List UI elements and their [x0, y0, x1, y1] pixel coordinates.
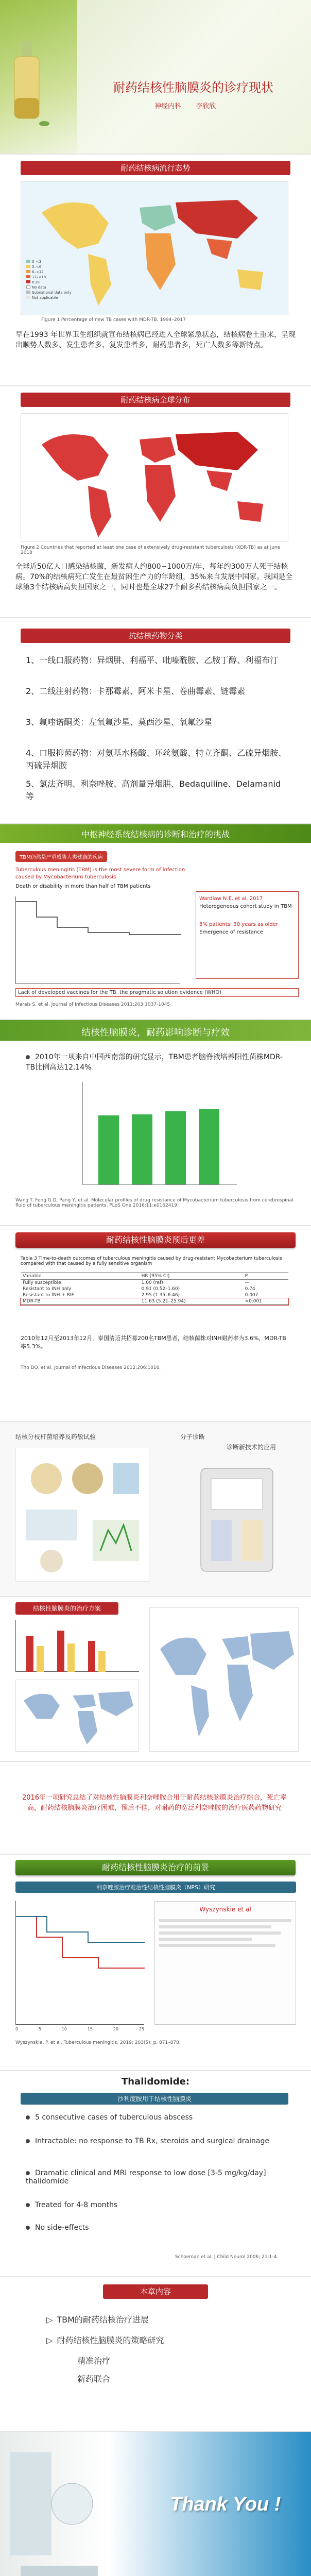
table-row [21, 1280, 288, 1286]
author-label: 李欣欣 [196, 103, 216, 110]
slide-paragraph: 2016年一项研究总结了对结核性脑膜炎利奈唑胺合用于耐药结核脑膜炎治疗综合，死亡率高，耐药结核脑膜炎治疗困难，预后不佳，对耐药的宽泛利奈唑胺的治疗医药药物研究 [22, 1794, 287, 1812]
table-cell: Resistant to INH + RIF [23, 1293, 74, 1298]
bullet-dot [26, 2171, 30, 2175]
axis-tick: 20 [113, 2027, 118, 2031]
figure-caption: Figure 1 Percentage of new TB cases with MDR-TB, 1994–2017 [41, 317, 186, 323]
citation: Wyszynskie, P. et al. Tuberculous meningitis, 2019; 203(5): p. 871–878. [15, 2040, 181, 2045]
axis-tick: 15 [87, 2027, 93, 2031]
bullet-dot [26, 2226, 30, 2230]
slide-header-title: 结核性脑膜炎，耐药影响诊断与疗效 [81, 1027, 230, 1038]
section-banner: 耐药结核病流行态势 [21, 161, 290, 175]
drug-class-item: 3、氟喹诺酮类：左氧氟沙星、莫西沙星、氧氟沙星 [26, 717, 213, 727]
table-title: Table 3 Time-to-death outcomes of tuberculous meningitis caused by drug-resistant Mycobacterium tuberculosis compared with that caused by a fully sensitive organism [21, 1256, 282, 1266]
slide-xdr-distribution [0, 386, 311, 618]
slide-paragraph: 全球近50亿人口感染结核菌，新发病人约800~1000万/年，每年约300万人死于结核病。70%的结核病死亡发生在最贫困生产力的年龄组，35%来自发展中国家。我国是全球第3个结核病高负担国家之一，同时也是全球27个耐多药结核病高负担国家之一。 [15, 563, 293, 591]
thalidomide-item [26, 2113, 288, 2122]
legend-item: ≥18 [32, 280, 40, 284]
slide-prognosis [0, 1226, 311, 1422]
legend-item: No data [32, 285, 46, 290]
highlight-pill: TBM仍然是严重威胁人类健康的疾病 [15, 851, 107, 862]
challenge-line: Tuberculous meningitis (TBM) is the most severe form of infection caused by Mycobacterium tuberculosis [15, 867, 185, 880]
summary-sub-item: 精准治疗 [77, 2356, 111, 2366]
slide-header-title: 中枢神经系统结核病的诊断和治疗的挑战 [81, 829, 230, 839]
legend-item: 6–<12 [32, 270, 44, 274]
table-row-highlight [21, 1298, 288, 1305]
summary-sub-item: 新药联合 [77, 2374, 111, 2384]
title-meta [154, 100, 216, 110]
table-cell: 0.91 (0.52–1.60) [141, 1286, 180, 1292]
slide-paragraph: 早在1993 年世界卫生组织就宣布结核病已经进入全球紧急状态，结核病卷土重来，呈现出顺势人数多、发生患者多、复发患者多，耐药患者多，死亡人数多等新特点。 [15, 331, 296, 349]
drug-class-item: 2、二线注射药物：卡那霉素、阿米卡星、卷曲霉素、链霉素 [26, 686, 246, 696]
summary-item: ▷ TBM的耐药结核治疗进展 [46, 2315, 149, 2325]
bullet-text: 2010年一项来自中国西南部的研究显示，TBM患者脑脊液培养阳性菌株MDR-TB比例高达12.14% [26, 1053, 283, 1072]
axis-tick: 10 [61, 2027, 67, 2031]
molecular-device-image [180, 1458, 293, 1582]
bullet-dot [26, 2203, 30, 2207]
table-cell: Resistant to INH only [23, 1286, 72, 1292]
drug-class-item: 1、一线口服药物：异烟肼、利福平、吡嗪酰胺、乙胺丁醇、利福布汀 [26, 655, 279, 665]
summary-item: ▷ 耐药结核性脑膜炎的策略研究 [46, 2335, 164, 2345]
study-ref-box [154, 1901, 296, 2025]
survival-plot [15, 1901, 144, 2025]
hazard-table [21, 1273, 288, 1305]
item-text: 5 consecutive cases of tuberculous abscess [35, 2113, 193, 2122]
slide-note: 2010年12月至2013年12月，泰国清迈共招募200名TBM患者，结核菌株对INH耐药率为3.6%，MDR-TB率5.3%。 [21, 1335, 286, 1350]
table-row [21, 1292, 288, 1298]
section-banner: 本章内容 [103, 2284, 208, 2299]
slide-thank-you [0, 2432, 311, 2576]
slide-title: 耐药结核性脑膜炎的诊疗现状 [113, 80, 273, 95]
slide-title: Thalidomide: [121, 2076, 190, 2087]
sub-banner: 沙利度胺用于结核性脑膜炎 [21, 2093, 288, 2105]
bullet-dot [26, 2115, 30, 2120]
slide-linezolid-summary [0, 1762, 311, 1855]
section-banner: 抗结核药物分类 [21, 629, 290, 643]
chart-bar [165, 1111, 186, 1184]
chart-bar [199, 1109, 219, 1184]
treatment-bar-plot [15, 1620, 139, 1672]
slide-drug-resistance-prevalence [0, 155, 311, 386]
drug-class-item: 4、口服抑菌药物：对氨基水杨酸、环丝氨酸、特立齐酮、乙硫异烟胺、丙硫异烟胺 [26, 748, 287, 770]
study-ref-lines [159, 1919, 291, 1947]
title-slide [0, 0, 311, 155]
table-cell: 0.007 [245, 1293, 258, 1298]
footer-highlight: Lack of developed vaccines for the TB, the pragmatic solution evidence (WHO) [15, 988, 299, 997]
table-cell: 2.95 (1.35–6.46) [141, 1293, 180, 1298]
thalidomide-item [26, 2224, 288, 2232]
box-text: Heterogeneous cohort study in TBM [199, 904, 292, 909]
slide-tbm-resistance [0, 1020, 311, 1226]
diagnostics-left-title: 结核分枝杆菌培养及药敏试验 [15, 1433, 96, 1440]
diagnostics-right-subtitle: 诊断新技术的应用 [227, 1444, 277, 1451]
section-banner: 耐药结核性脑膜炎预后更差 [15, 1232, 296, 1248]
slide-bullet-text [26, 1052, 288, 1073]
table-cell: <0.001 [245, 1299, 262, 1304]
table-cell: MDR-TB [23, 1299, 41, 1304]
slide-cns-challenge [0, 824, 311, 1020]
slide-summary [0, 2277, 311, 2432]
citation: Tho DQ, et al. Journal of Infectious Diseases 2012;206:1016. [21, 1365, 161, 1370]
box-text: Emergence of resistance [199, 929, 263, 935]
table-cell: 0.74 [245, 1286, 255, 1292]
section-banner: 耐药结核性脑膜炎治疗的前景 [15, 1860, 296, 1875]
box-text: Wardlaw N.E. et al, 2017 [199, 896, 263, 902]
slide-outlook [0, 1855, 311, 2071]
kaplan-meier-plot [15, 896, 180, 984]
challenge-line: Death or disability in more than half of TBM patients [15, 884, 151, 889]
section-banner: 耐药结核病全球分布 [21, 393, 290, 407]
study-ref: Wyszynskie et al [199, 1906, 251, 1913]
chart-bar [132, 1114, 152, 1184]
treatment-world-map [149, 1607, 299, 1752]
chart-bar [98, 1115, 119, 1184]
box-text: 8% patients: 30 years as older [199, 922, 279, 927]
figure-caption: Figure 2 Countries that reported at least one case of extensively drug-resistant tuberculosis (XDR-TB) as at June 2018 [21, 545, 281, 555]
thalidomide-item [26, 2137, 288, 2145]
drug-class-item: 5、氯法齐明、利奈唑胺、高剂量异烟肼、Bedaquiline、Delamanid等 [26, 779, 281, 801]
table-header: Variable [23, 1274, 42, 1279]
axis-tick: 5 [38, 2027, 41, 2031]
medical-equipment-image [0, 2432, 113, 2576]
axis-ticks [15, 2027, 144, 2031]
diagnostics-right-title: 分子诊断 [180, 1433, 205, 1440]
table-header: P [245, 1274, 248, 1279]
culture-images [15, 1448, 149, 1582]
bottle-image [10, 36, 51, 134]
world-map-mdr [21, 181, 288, 315]
study-box [196, 891, 299, 979]
thank-you-panel [0, 2432, 311, 2576]
slide-diagnostics [0, 1422, 311, 1597]
citation: Schoeman et al. J Child Neurol 2006; 21:1-4 [175, 2255, 277, 2260]
slide-thalidomide [0, 2071, 311, 2277]
axis-tick: 25 [139, 2027, 144, 2031]
table-cell: Fully susceptible [23, 1280, 61, 1285]
legend-item: 0–<3 [32, 260, 42, 264]
table-cell: — [245, 1280, 250, 1285]
thalidomide-item [26, 2169, 288, 2185]
citation: Wang T. Feng G.D, Pang Y, et al. Molecular profiles of drug resistance of Mycobacterium tuberculosis from cerebrospinal fluid of tuberculous meningitis patients. PLoS One 2016;11:e0162419. [15, 1198, 293, 1208]
table-row [21, 1286, 288, 1292]
section-banner: 结核性脑膜炎的治疗方案 [15, 1602, 118, 1615]
treatment-world-map-left [15, 1680, 139, 1752]
bullet-dot [26, 2139, 30, 2143]
bullet-dot [26, 1055, 30, 1059]
item-text: Intractable: no response to TB Rx, steroids and surgical drainage [35, 2137, 269, 2145]
world-map-xdr [21, 413, 288, 542]
thalidomide-item [26, 2201, 288, 2209]
dept-label: 神经内科 [154, 103, 182, 110]
legend-item: 3–<6 [32, 265, 42, 269]
slide-treatment-scheme [0, 1597, 311, 1762]
item-text: 耐药结核性脑膜炎的策略研究 [57, 2335, 164, 2345]
axis-tick: 0 [15, 2027, 19, 2031]
legend-item: Not applicable [32, 296, 58, 300]
thank-you-text: Thank You ! [170, 2494, 281, 2515]
table-cell: 1.00 (ref) [141, 1280, 163, 1285]
sub-banner: 利奈唑胺治疗难治性结核性脑膜炎（NPS）研究 [15, 1882, 296, 1893]
legend-item: Subnational data only [32, 291, 72, 295]
item-text: TBM的耐药结核治疗进展 [57, 2315, 149, 2325]
item-text: Treated for 4-8 months [35, 2201, 118, 2209]
legend-item: 12–<18 [32, 275, 46, 279]
bar-chart [82, 1082, 237, 1185]
item-text: No side-effects [35, 2224, 89, 2232]
item-text: Dramatic clinical and MRI response to low dose [3-5 mg/kg/day] thalidomide [26, 2169, 266, 2185]
map-legend [26, 259, 88, 300]
slide-drug-classes [0, 618, 311, 824]
citation: Marais S. et al, Journal of Infectious Diseases 2011;203:1037-1045 [15, 1002, 170, 1007]
table-header: HR (95% CI) [141, 1274, 170, 1279]
table-cell: 11.63 (5.21–25.94) [141, 1299, 186, 1304]
